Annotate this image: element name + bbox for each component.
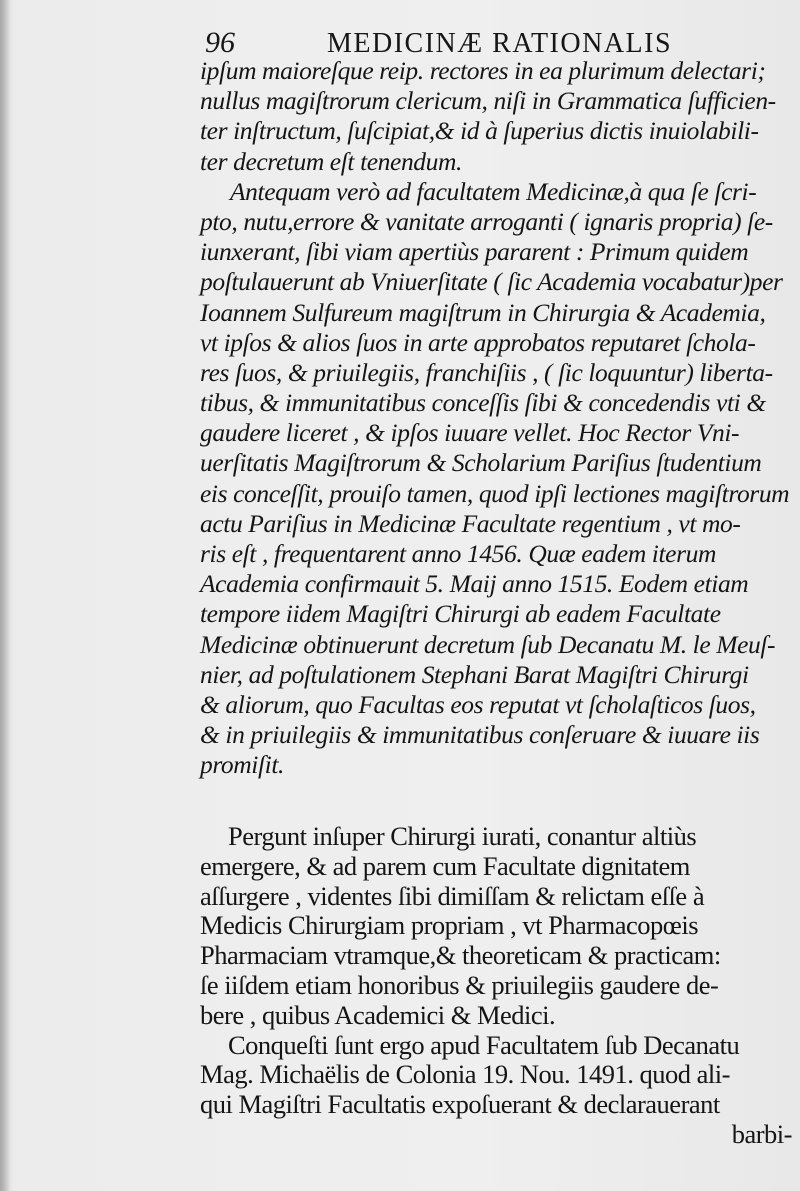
text-line: Medicinæ obtinuerunt decretum ſub Decanatu M. le Meuſ-: [200, 629, 776, 659]
catchword: barbi-: [731, 1118, 792, 1149]
text-line: aſſurgere , videntes ſibi dimiſſam & relictam eſſe à: [200, 880, 705, 911]
text-line: nier, ad poſtulationem Stephani Barat Magiſtri Chirurgi: [200, 659, 749, 689]
gutter-shadow: [0, 0, 10, 1191]
text-line: ipſum maioreſque reip. rectores in ea plurimum delectari;: [200, 56, 766, 85]
text-line: iunxerant, ſibi viam apertiùs pararent : Primum quidem: [200, 237, 749, 267]
text-line: ſe iiſdem etiam honoribus & priuilegiis gaudere de-: [200, 969, 719, 1000]
text-line: Antequam verò ad facultatem Medicinæ,à qua ſe ſcri-: [230, 176, 757, 206]
text-line: pto, nutu,errore & vanitate arroganti ( ignaris propria) ſe-: [200, 206, 773, 236]
text-line: Medicis Chirurgiam propriam , vt Pharmacopœis: [200, 910, 699, 941]
text-line: ris eſt , frequentarent anno 1456. Quæ eadem iterum: [200, 539, 716, 568]
italic-text-block: [200, 56, 796, 781]
text-line: & aliorum, quo Facultas eos reputat vt ſcholaſticos ſuos,: [200, 689, 756, 719]
text-line: Pharmaciam vtramque,& theoreticam & practicam:: [200, 940, 721, 971]
text-line: gaudere liceret , & ipſos iuuare vellet. Hoc Rector Vni-: [200, 418, 740, 448]
text-line: nullus magiſtrorum clericum, niſi in Grammatica ſufficien-: [200, 86, 776, 116]
text-line: ter decretum eſt tenendum.: [200, 146, 462, 176]
text-line: Academia confirmauit 5. Maij anno 1515. Eodem etiam: [200, 569, 749, 599]
text-line: Pergunt inſuper Chirurgi iurati, conantur altiùs: [228, 821, 697, 851]
text-line: poſtulauerunt ab Vniuerſitate ( ſic Academia vocabatur)per: [200, 267, 783, 297]
text-line: qui Magiſtri Facultatis expoſuerant & declarauerant: [200, 1089, 720, 1120]
text-line: Ioannem Sulfureum magiſtrum in Chirurgia & Academia,: [200, 297, 766, 327]
text-line: promiſit.: [200, 750, 285, 780]
roman-text-block: [200, 822, 796, 1150]
text-line: vt ipſos & alios ſuos in arte approbatos reputaret ſchola-: [200, 327, 756, 357]
text-line: bere , quibus Academici & Medici.: [200, 999, 556, 1030]
page-number: 96: [205, 26, 235, 59]
text-line: & in priuilegiis & immunitatibus conſeruare & iuuare iis: [200, 720, 760, 750]
text-line: tibus, & immunitatibus conceſſis ſibi & concedendis vti &: [200, 388, 766, 418]
text-line: ter inſtructum, ſuſcipiat,& id à ſuperius dictis inuiolabili-: [200, 116, 759, 146]
text-line: uerſitatis Magiſtrorum & Scholarium Pariſius ſtudentium: [200, 448, 762, 478]
text-line: res ſuos, & priuilegiis, franchiſiis , ( ſic loquuntur) liberta-: [200, 357, 773, 387]
text-line: Conqueſti ſunt ergo apud Facultatem ſub Decanatu: [228, 1029, 740, 1060]
text-line: tempore iidem Magiſtri Chirurgi ab eadem Facultate: [200, 599, 721, 629]
text-line: actu Pariſius in Medicinæ Facultate regentium , vt mo-: [200, 508, 741, 538]
text-line: emergere, & ad parem cum Facultate dignitatem: [200, 850, 690, 881]
text-line: Mag. Michaëlis de Colonia 19. Nou. 1491. quod ali-: [200, 1059, 730, 1090]
text-line: eis conceſſit, prouiſo tamen, quod ipſi lectiones magiſtrorum: [200, 478, 790, 508]
running-title: MEDICINÆ RATIONALIS: [327, 28, 673, 59]
